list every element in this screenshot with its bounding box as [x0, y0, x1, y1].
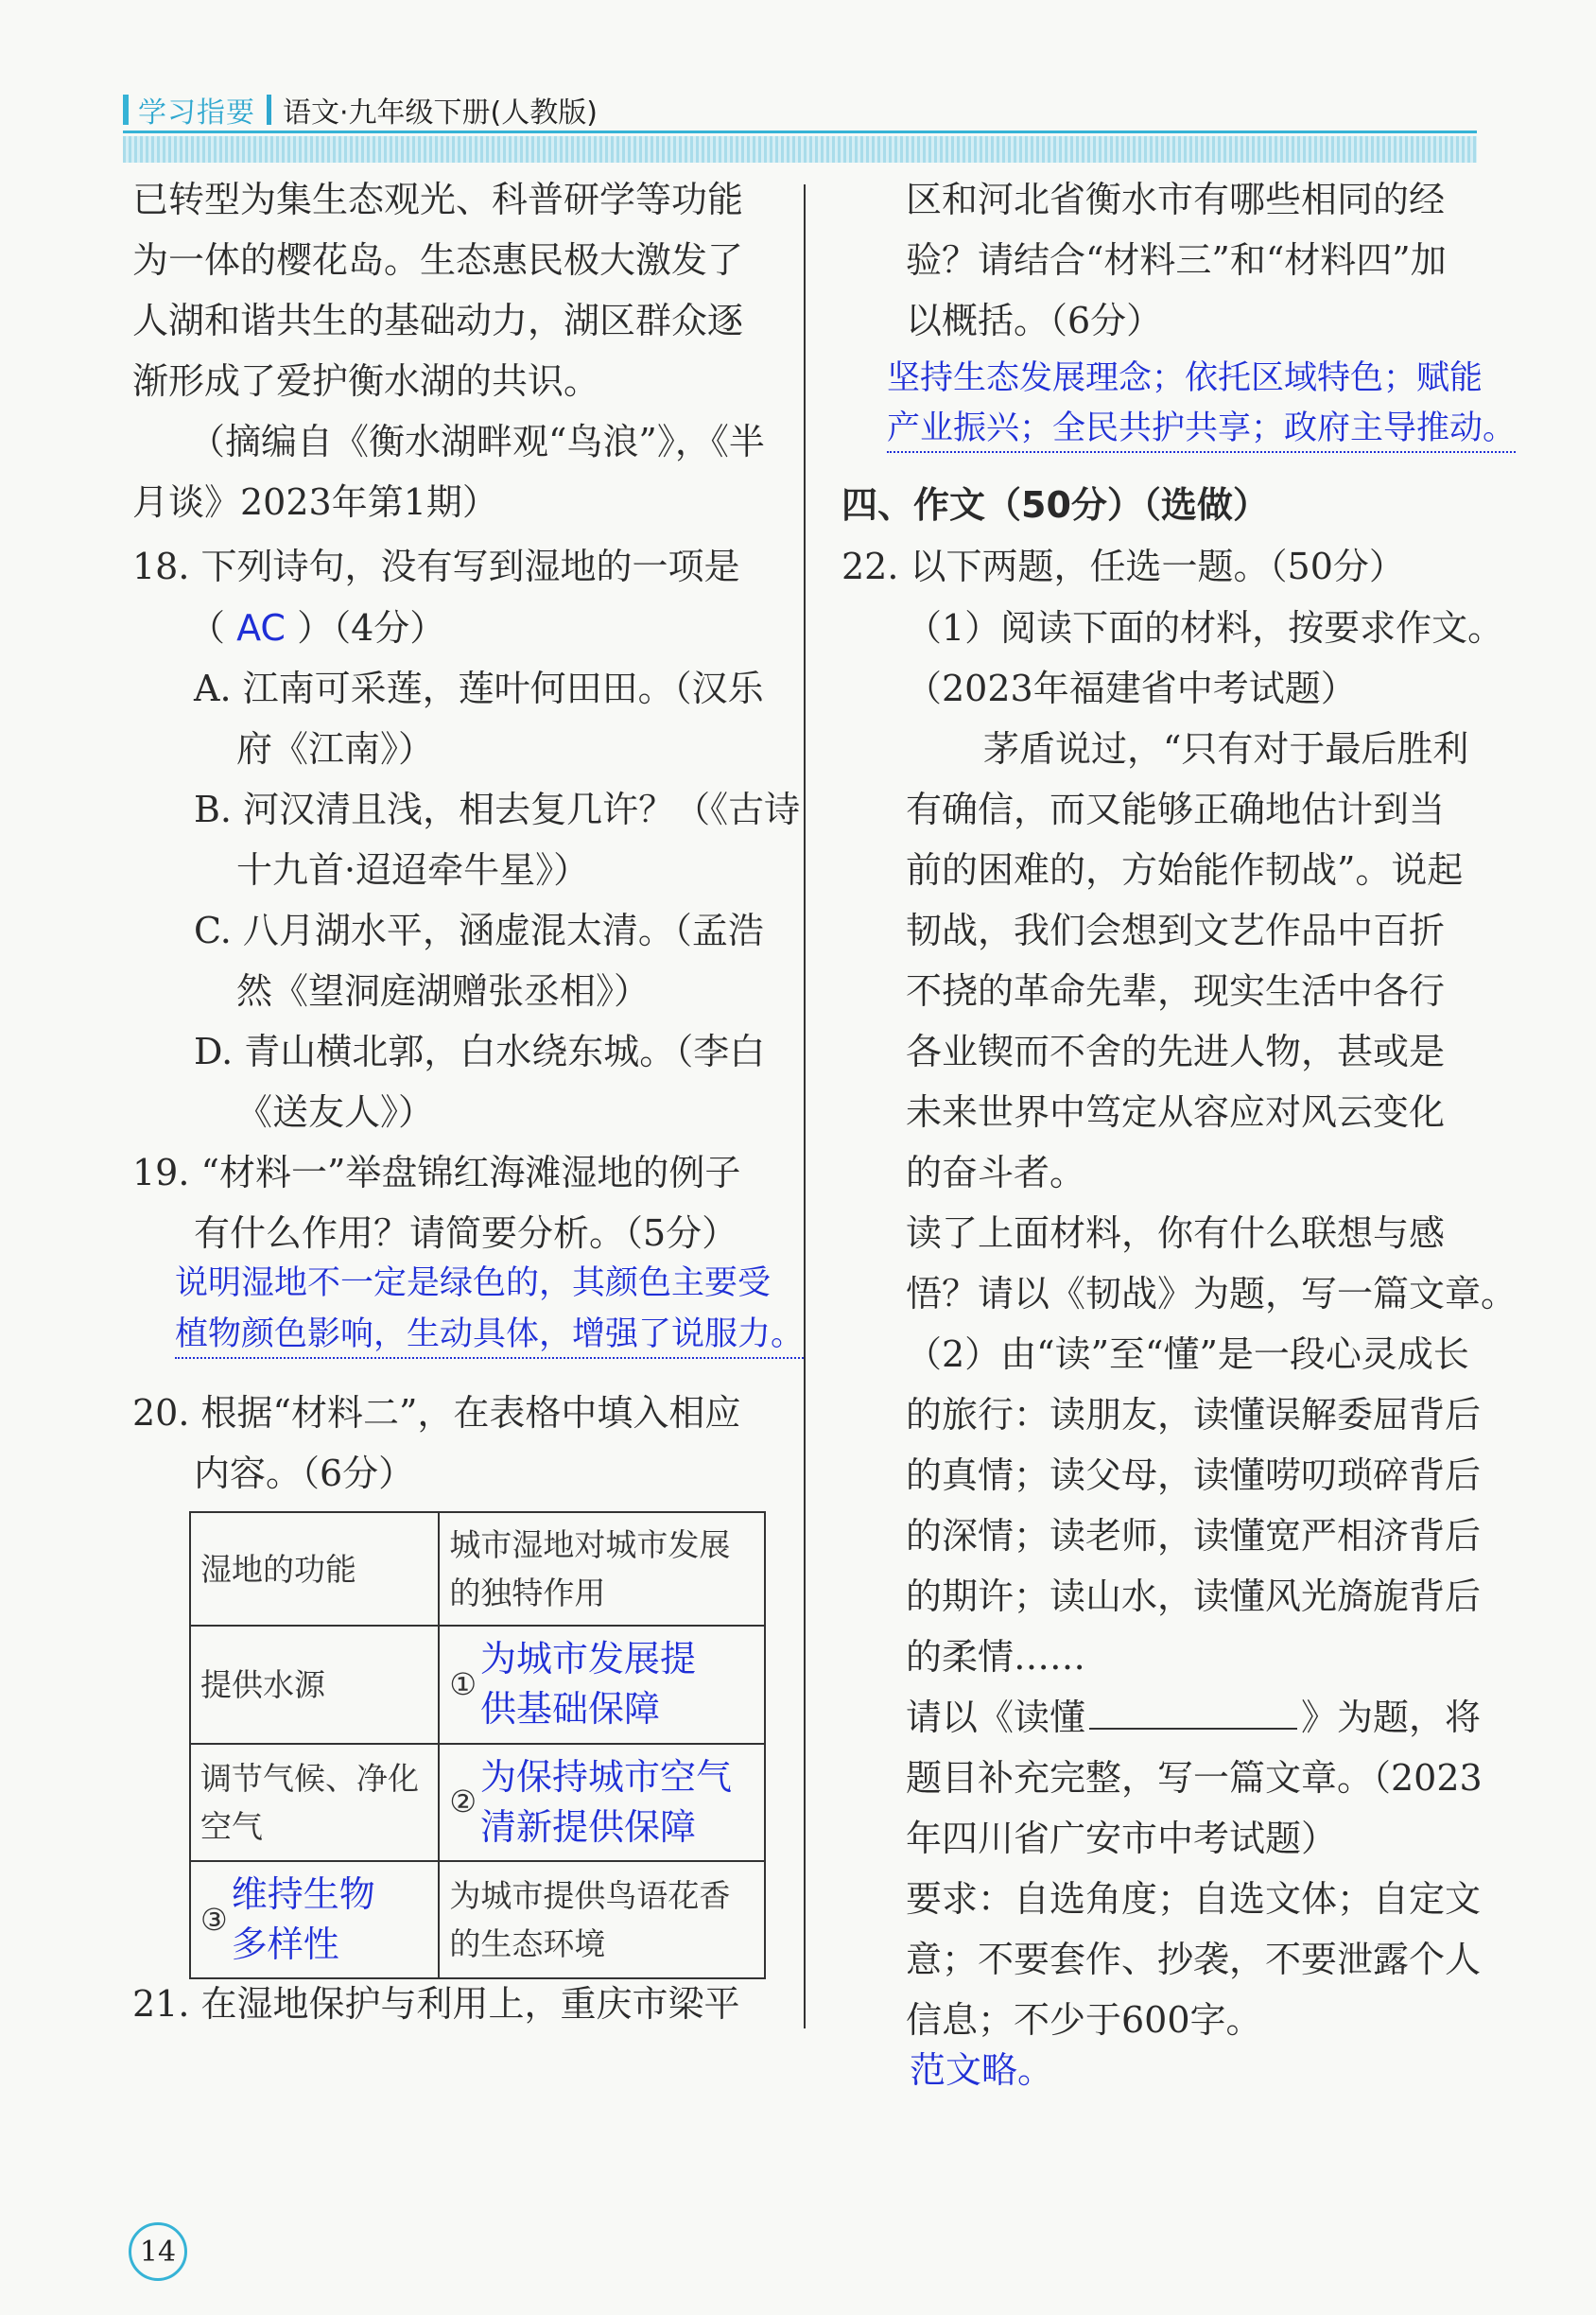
q22-after-line: 题目补充完整，写一篇文章。（2023 [906, 1757, 1483, 1799]
q21-stem-cont: 区和河北省衡水市有哪些相同的经 [906, 179, 1446, 220]
table-cell: 为城市提供鸟语花香的生态环境 [439, 1861, 765, 1978]
q21-answer: 产业振兴；全民共护共享；政府主导推动。 [887, 412, 1516, 453]
q22-line: （1）阅读下面的材料，按要求作文。 [906, 607, 1504, 649]
table-header-cell: 城市湿地对城市发展的独特作用 [439, 1512, 765, 1626]
q22-after-line: 信息；不少于600字。 [906, 1999, 1262, 2041]
header-stripe [123, 136, 1477, 163]
table-cell: 提供水源 [190, 1626, 439, 1743]
q22-line: 悟？请以《韧战》为题，写一篇文章。 [906, 1273, 1518, 1314]
q22-line: 未来世界中笃定从容应对风云变化 [906, 1091, 1446, 1133]
q18-option: B. 河汉清且浅，相去复几许？（《古诗 [194, 789, 801, 830]
q22-answer: 范文略。 [910, 2049, 1054, 2091]
q22-line: 的真情；读父母，读懂唠叨琐碎背后 [906, 1454, 1482, 1496]
q21-stem-cont: 验？请结合“材料三”和“材料四”加 [906, 239, 1447, 281]
table-num: ③ [200, 1901, 228, 1938]
table-answer: 维持生物多样性 [231, 1873, 375, 1966]
q22-line: 各业锲而不舍的先进人物，甚或是 [906, 1031, 1446, 1072]
para-line: 人湖和谐共生的基础动力，湖区群众逐 [132, 300, 744, 341]
q18-paren-close: ）（4分） [297, 607, 446, 649]
q22-line: 读了上面材料，你有什么联想与感 [906, 1212, 1446, 1254]
q19-answer: 说明湿地不一定是绿色的，其颜色主要受 [175, 1264, 772, 1302]
q22-line: （2）由“读”至“懂”是一段心灵成长 [906, 1333, 1469, 1375]
column-divider [804, 184, 806, 2028]
q18-option: A. 江南可采莲，莲叶何田田。（汉乐 [194, 668, 764, 709]
q19-stem: 有什么作用？请简要分析。（5分） [194, 1212, 738, 1254]
q18-option: C. 八月湖水平，涵虚混太清。（孟浩 [194, 910, 764, 951]
q22-line: 茅盾说过，“只有对于最后胜利 [983, 728, 1469, 770]
q19-stem: 19. “材料一”举盘锦红海滩湿地的例子 [132, 1152, 741, 1193]
q22-after-line: 年四川省广安市中考试题） [906, 1818, 1338, 1859]
para-line: 为一体的樱花岛。生态惠民极大激发了 [132, 239, 744, 281]
table-answer-cell [190, 1861, 439, 1978]
q21-stem: 21. 在湿地保护与利用上，重庆市梁平 [132, 1983, 740, 2025]
q18-paren-open: （ [189, 607, 226, 649]
q22-title-start: 请以《读懂 [906, 1697, 1086, 1738]
q21-answer: 坚持生态发展理念；依托区域特色；赋能 [887, 359, 1483, 397]
q18-option: D. 青山横北郭，白水绕东城。（李白 [194, 1031, 766, 1072]
q18-option: 十九首·迢迢牵牛星》） [236, 849, 590, 891]
q22-title-prompt [906, 1697, 1482, 1738]
table-answer-cell [439, 1744, 765, 1861]
source-line: 月谈》2023年第1期） [132, 481, 498, 523]
q18-option: 《送友人》） [236, 1091, 435, 1133]
q22-after-line: 要求：自选角度；自选文体；自定文 [906, 1878, 1482, 1920]
q18-answer: AC [236, 607, 286, 649]
header-accent-bar [123, 95, 129, 125]
q22-line: 前的困难的，方始能作韧战”。说起 [906, 849, 1464, 891]
q18-option: 然《望洞庭湖赠张丞相》） [236, 970, 651, 1012]
para-line: 已转型为集生态观光、科普研学等功能 [132, 179, 744, 220]
section-heading: 四、作文（50分）（选做） [841, 484, 1269, 526]
q20-stem: 内容。（6分） [194, 1453, 415, 1494]
header-brand: 学习指要 [138, 96, 255, 130]
source-line: （摘编自《衡水湖畔观“鸟浪”》，《半 [189, 421, 765, 462]
table-num: ② [449, 1784, 477, 1820]
q22-line: 韧战，我们会想到文艺作品中百折 [906, 910, 1446, 951]
q22-line: 的深情；读老师，读懂宽严相济背后 [906, 1515, 1482, 1557]
wetland-table [189, 1511, 766, 1979]
q22-title-end: 》为题，将 [1301, 1697, 1482, 1738]
header-book-title: 语文·九年级下册(人教版) [283, 96, 598, 130]
q20-stem: 20. 根据“材料二”，在表格中填入相应 [132, 1392, 741, 1434]
q22-after-line: 意；不要套作、抄袭，不要泄露个人 [906, 1939, 1482, 1980]
q22-line: 有确信，而又能够正确地估计到当 [906, 789, 1446, 830]
table-answer-cell [439, 1626, 765, 1743]
table-header-cell: 湿地的功能 [190, 1512, 439, 1626]
page-header [123, 91, 598, 129]
header-separator [267, 95, 271, 125]
table-answer: 为保持城市空气清新提供保障 [480, 1755, 733, 1848]
q21-stem-cont: 以概括。（6分） [906, 300, 1163, 341]
table-answer: 为城市发展提供基础保障 [480, 1638, 697, 1731]
table-num: ① [449, 1666, 477, 1703]
q22-stem: 22. 以下两题，任选一题。（50分） [841, 546, 1405, 587]
title-blank [1089, 1699, 1297, 1730]
q19-answer: 植物颜色影响，生动具体，增强了说服力。 [175, 1318, 804, 1359]
q22-line: 的期许；读山水，读懂风光旖旎背后 [906, 1575, 1482, 1617]
q22-line: 的旅行：读朋友，读懂误解委屈背后 [906, 1394, 1482, 1436]
q22-line: 的柔情…… [906, 1636, 1086, 1678]
q22-line: 不挠的革命先辈，现实生活中各行 [906, 970, 1446, 1012]
q22-line: （2023年福建省中考试题） [906, 668, 1357, 709]
q22-line: 的奋斗者。 [906, 1152, 1086, 1193]
para-line: 渐形成了爱护衡水湖的共识。 [132, 360, 600, 402]
table-cell: 调节气候、净化空气 [190, 1744, 439, 1861]
header-rule [123, 131, 1477, 133]
q18-answer-line [189, 607, 446, 649]
q18-option: 府《江南》） [236, 728, 435, 770]
page-number: 14 [129, 2222, 187, 2281]
q18-stem: 18. 下列诗句，没有写到湿地的一项是 [132, 546, 740, 587]
